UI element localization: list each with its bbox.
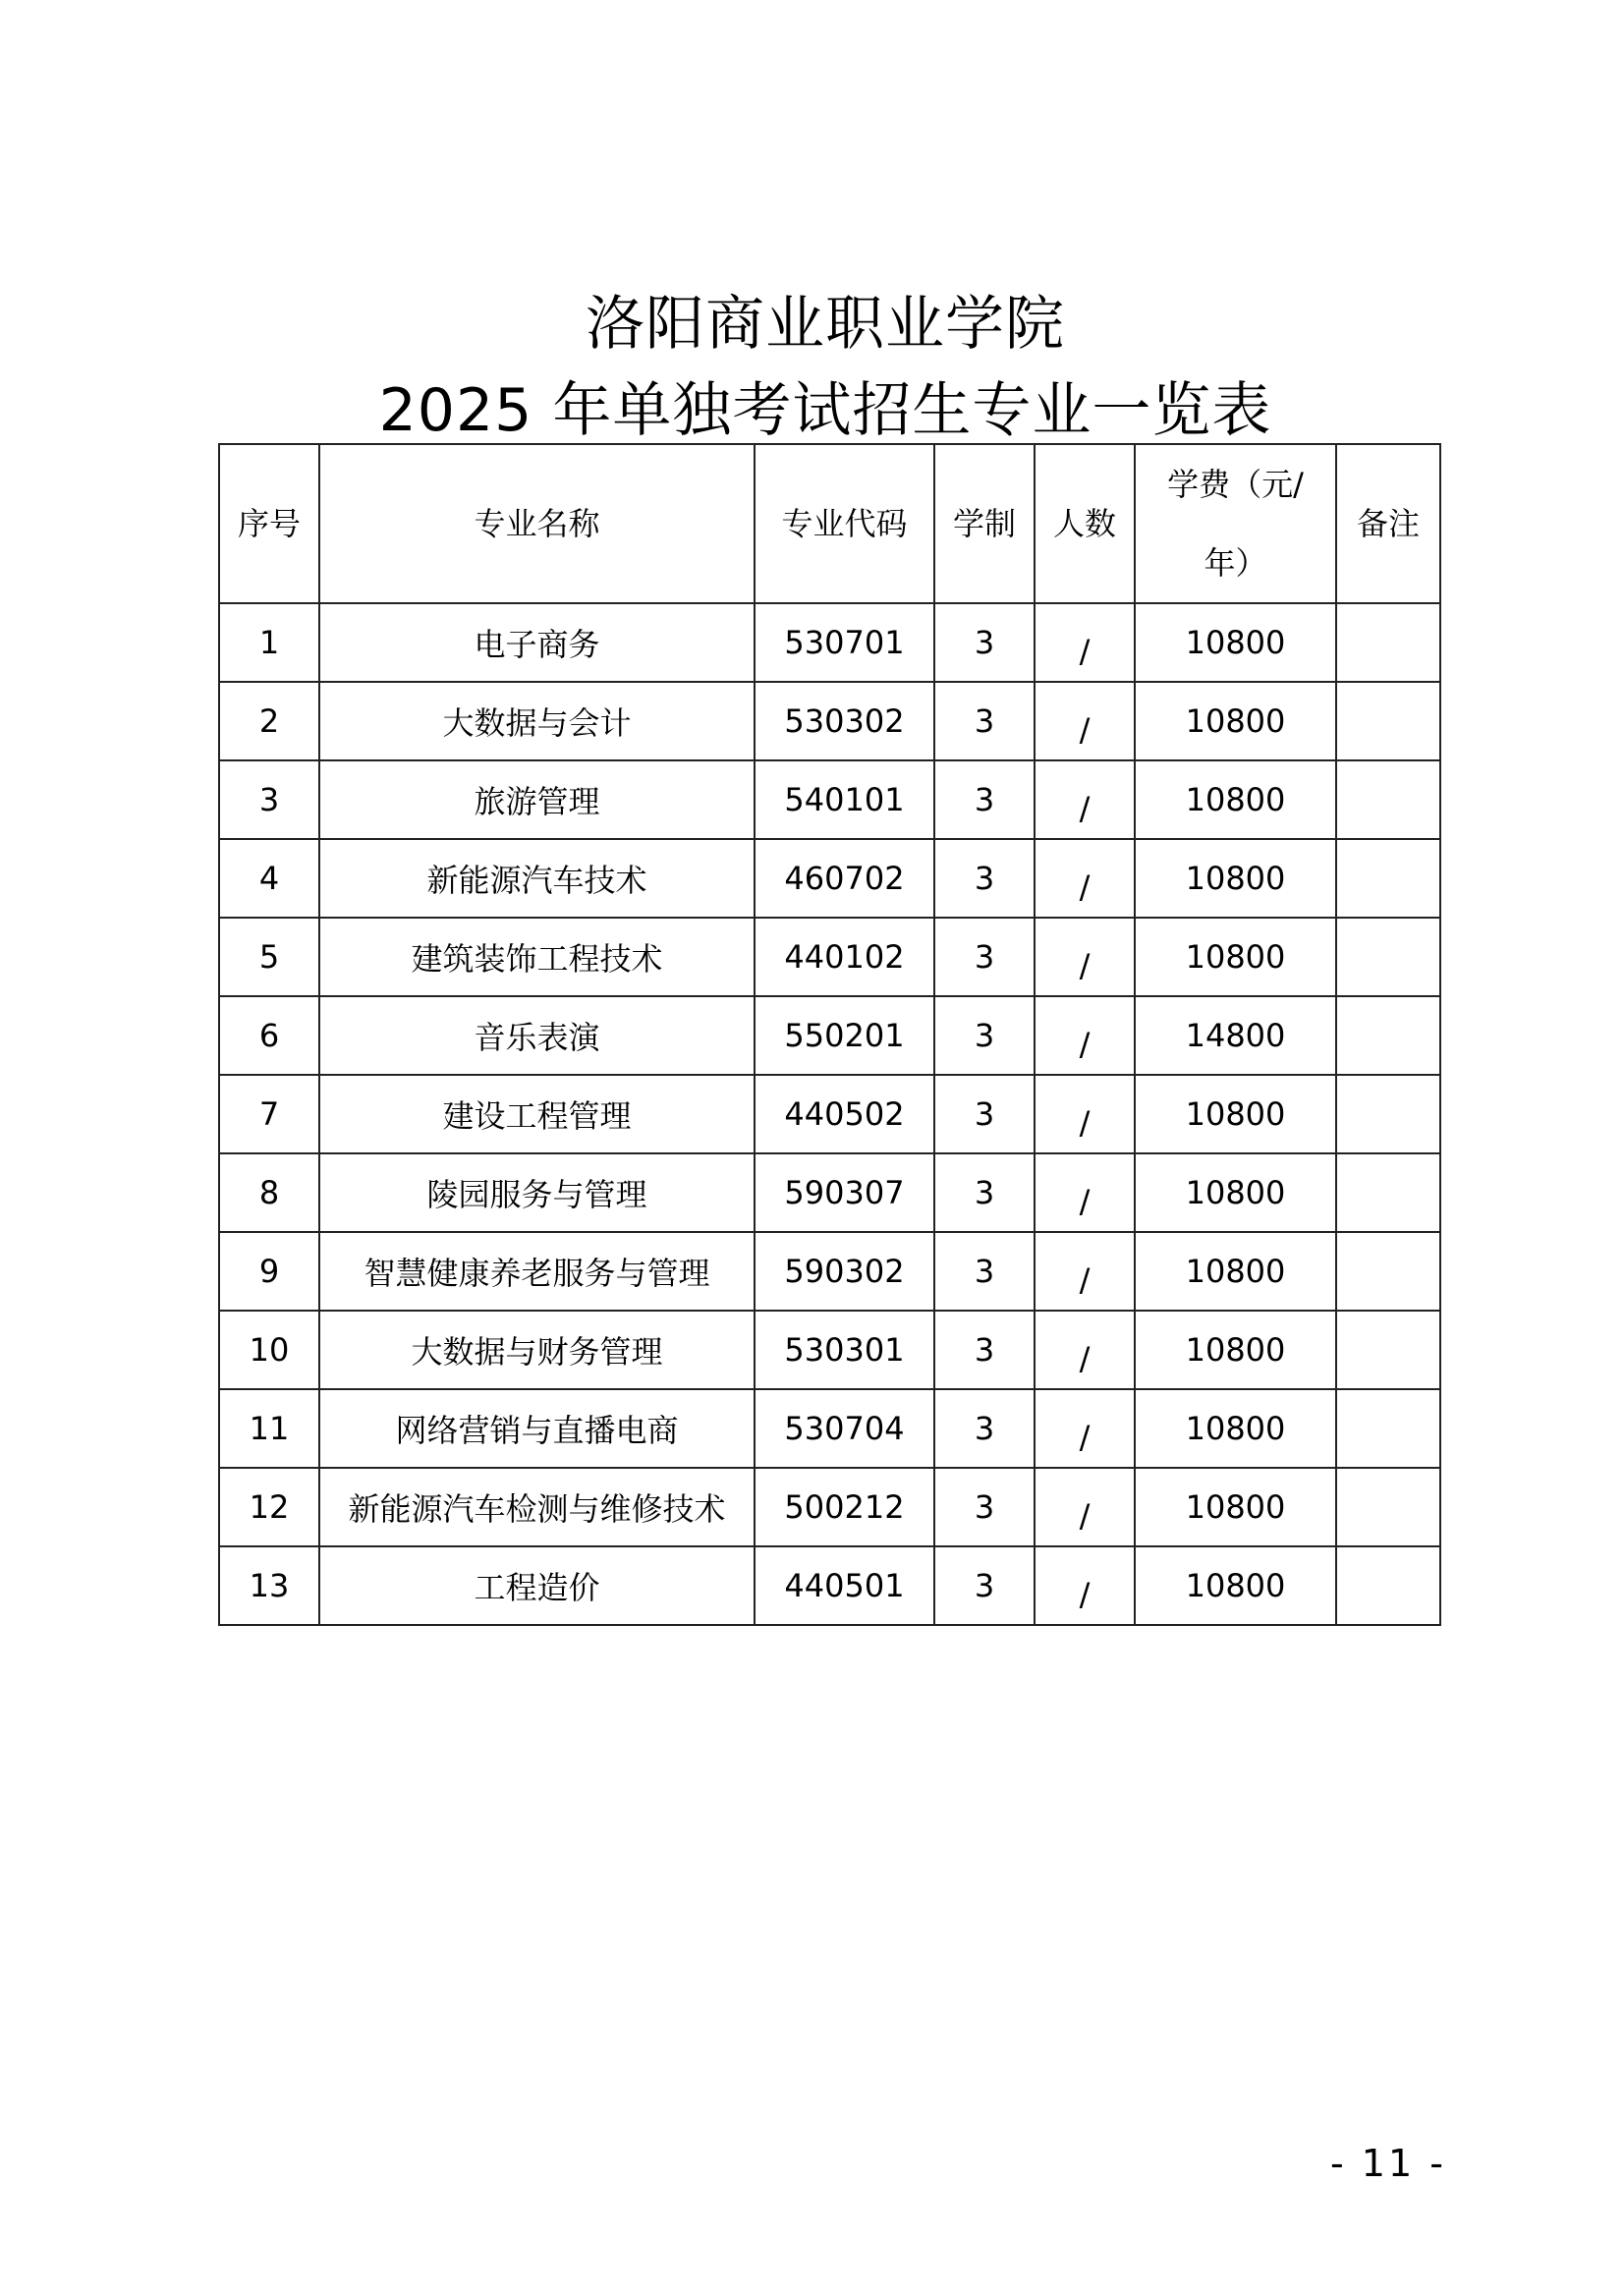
cell-fee: 10800 (1135, 918, 1336, 996)
header-major-name: 专业名称 (319, 444, 755, 603)
cell-remark (1336, 1468, 1440, 1546)
cell-years: 3 (934, 918, 1035, 996)
cell-major-code: 440501 (755, 1546, 934, 1625)
cell-major-code: 460702 (755, 839, 934, 918)
cell-years: 3 (934, 1468, 1035, 1546)
cell-major-code: 590302 (755, 1232, 934, 1311)
people-value: / (1079, 1419, 1091, 1456)
people-value: / (1079, 1183, 1091, 1220)
header-major-code: 专业代码 (755, 444, 934, 603)
people-value: / (1079, 1340, 1091, 1377)
table-row (219, 1232, 1440, 1311)
cell-index: 3 (219, 760, 319, 839)
people-value: / (1079, 1261, 1091, 1299)
cell-years: 3 (934, 1389, 1035, 1468)
title-table-name: 2025 年单独考试招生专业一览表 (378, 376, 1272, 445)
cell-remark (1336, 1153, 1440, 1232)
cell-people (1035, 682, 1135, 760)
cell-major-code: 530302 (755, 682, 934, 760)
cell-major-name: 新能源汽车技术 (319, 839, 755, 918)
cell-remark (1336, 682, 1440, 760)
table-row (219, 1311, 1440, 1389)
cell-fee: 10800 (1135, 603, 1336, 682)
cell-remark (1336, 603, 1440, 682)
header-fee-line2: 年） (1204, 544, 1267, 582)
table-header-row (219, 444, 1440, 603)
people-value: / (1079, 633, 1091, 670)
cell-index: 11 (219, 1389, 319, 1468)
title-college-name: 洛阳商业职业学院 (586, 290, 1065, 359)
cell-remark (1336, 918, 1440, 996)
cell-major-name: 大数据与财务管理 (319, 1311, 755, 1389)
table-row (219, 603, 1440, 682)
table-row (219, 1153, 1440, 1232)
cell-remark (1336, 1389, 1440, 1468)
cell-major-code: 530301 (755, 1311, 934, 1389)
table-row (219, 1468, 1440, 1546)
header-fee-line1: 学费（元/ (1167, 466, 1304, 503)
cell-people (1035, 1546, 1135, 1625)
cell-people (1035, 603, 1135, 682)
cell-fee: 14800 (1135, 996, 1336, 1075)
table-row (219, 760, 1440, 839)
people-value: / (1079, 1576, 1091, 1613)
cell-years: 3 (934, 996, 1035, 1075)
cell-major-code: 550201 (755, 996, 934, 1075)
people-value: / (1079, 1497, 1091, 1535)
cell-fee: 10800 (1135, 1075, 1336, 1153)
cell-people (1035, 1389, 1135, 1468)
cell-index: 8 (219, 1153, 319, 1232)
cell-major-name: 建设工程管理 (319, 1075, 755, 1153)
cell-major-code: 540101 (755, 760, 934, 839)
cell-remark (1336, 839, 1440, 918)
cell-major-name: 智慧健康养老服务与管理 (319, 1232, 755, 1311)
cell-index: 1 (219, 603, 319, 682)
table-row (219, 918, 1440, 996)
header-index: 序号 (219, 444, 319, 603)
cell-major-code: 440102 (755, 918, 934, 996)
cell-major-code: 440502 (755, 1075, 934, 1153)
cell-major-code: 530704 (755, 1389, 934, 1468)
cell-index: 6 (219, 996, 319, 1075)
cell-fee: 10800 (1135, 1546, 1336, 1625)
cell-index: 10 (219, 1311, 319, 1389)
cell-people (1035, 1232, 1135, 1311)
cell-remark (1336, 760, 1440, 839)
cell-remark (1336, 1232, 1440, 1311)
cell-years: 3 (934, 760, 1035, 839)
people-value: / (1079, 790, 1091, 827)
header-years: 学制 (934, 444, 1035, 603)
cell-people (1035, 996, 1135, 1075)
people-value: / (1079, 1026, 1091, 1063)
cell-years: 3 (934, 839, 1035, 918)
cell-major-name: 建筑装饰工程技术 (319, 918, 755, 996)
cell-remark (1336, 1075, 1440, 1153)
majors-table (218, 443, 1441, 1626)
table-row (219, 1546, 1440, 1625)
cell-fee: 10800 (1135, 1153, 1336, 1232)
cell-fee: 10800 (1135, 1311, 1336, 1389)
cell-remark (1336, 996, 1440, 1075)
cell-fee: 10800 (1135, 1468, 1336, 1546)
cell-years: 3 (934, 1232, 1035, 1311)
table-row (219, 1075, 1440, 1153)
people-value: / (1079, 947, 1091, 984)
cell-remark (1336, 1546, 1440, 1625)
cell-major-code: 590307 (755, 1153, 934, 1232)
cell-index: 9 (219, 1232, 319, 1311)
people-value: / (1079, 711, 1091, 749)
people-value: / (1079, 868, 1091, 906)
cell-people (1035, 1075, 1135, 1153)
cell-index: 5 (219, 918, 319, 996)
cell-major-name: 陵园服务与管理 (319, 1153, 755, 1232)
header-fee (1135, 444, 1336, 603)
cell-years: 3 (934, 1311, 1035, 1389)
cell-fee: 10800 (1135, 1389, 1336, 1468)
cell-index: 12 (219, 1468, 319, 1546)
table-row (219, 839, 1440, 918)
cell-fee: 10800 (1135, 682, 1336, 760)
cell-major-name: 网络营销与直播电商 (319, 1389, 755, 1468)
cell-people (1035, 1153, 1135, 1232)
cell-years: 3 (934, 1153, 1035, 1232)
cell-people (1035, 760, 1135, 839)
cell-index: 7 (219, 1075, 319, 1153)
cell-fee: 10800 (1135, 760, 1336, 839)
header-people: 人数 (1035, 444, 1135, 603)
cell-fee: 10800 (1135, 1232, 1336, 1311)
table-row (219, 996, 1440, 1075)
cell-major-name: 音乐表演 (319, 996, 755, 1075)
cell-index: 13 (219, 1546, 319, 1625)
cell-remark (1336, 1311, 1440, 1389)
cell-major-name: 大数据与会计 (319, 682, 755, 760)
cell-people (1035, 1311, 1135, 1389)
cell-years: 3 (934, 682, 1035, 760)
cell-years: 3 (934, 1075, 1035, 1153)
cell-major-code: 530701 (755, 603, 934, 682)
cell-major-name: 新能源汽车检测与维修技术 (319, 1468, 755, 1546)
table-row (219, 1389, 1440, 1468)
cell-major-code: 500212 (755, 1468, 934, 1546)
cell-major-name: 电子商务 (319, 603, 755, 682)
cell-years: 3 (934, 603, 1035, 682)
table-row (219, 682, 1440, 760)
cell-major-name: 旅游管理 (319, 760, 755, 839)
cell-fee: 10800 (1135, 839, 1336, 918)
cell-index: 2 (219, 682, 319, 760)
people-value: / (1079, 1104, 1091, 1142)
header-remark: 备注 (1336, 444, 1440, 603)
cell-index: 4 (219, 839, 319, 918)
cell-people (1035, 1468, 1135, 1546)
page-number: - 11 - (1330, 2142, 1446, 2185)
document-title (0, 281, 1624, 454)
cell-people (1035, 839, 1135, 918)
cell-years: 3 (934, 1546, 1035, 1625)
table-body (219, 603, 1440, 1625)
cell-people (1035, 918, 1135, 996)
cell-major-name: 工程造价 (319, 1546, 755, 1625)
